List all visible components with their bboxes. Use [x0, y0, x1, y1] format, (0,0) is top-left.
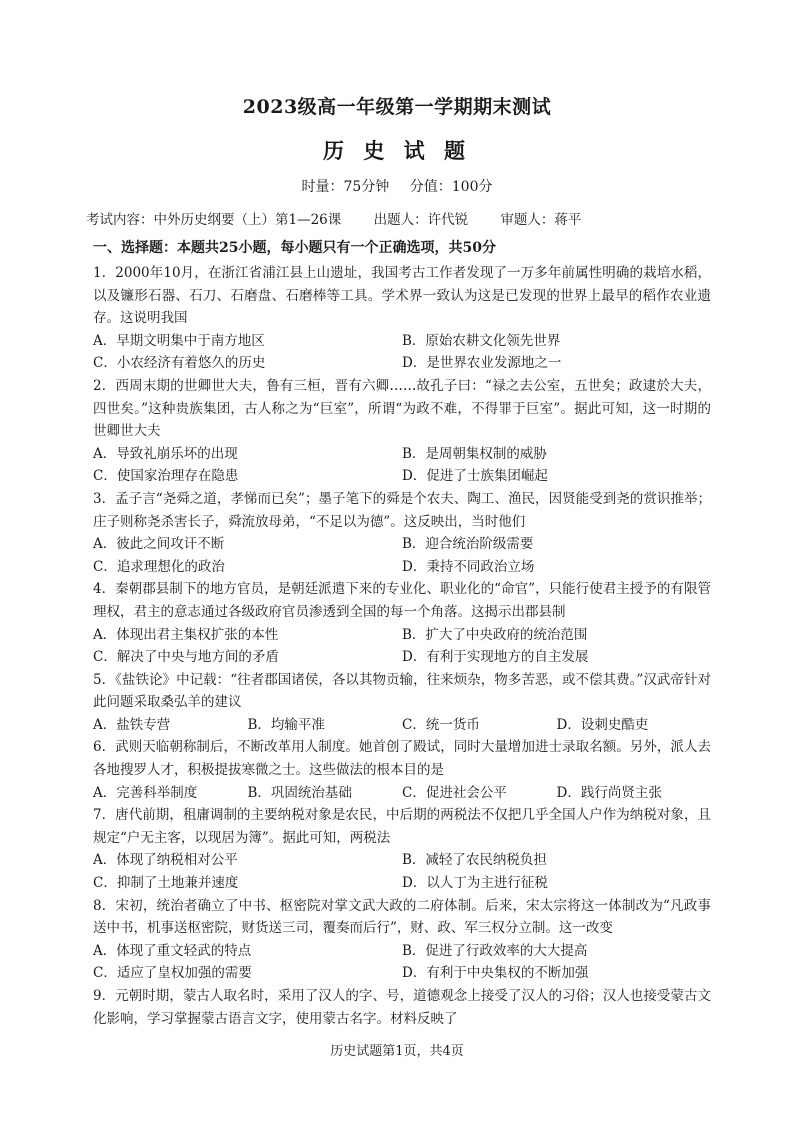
option-b: B．是周朝集权制的威胁: [402, 445, 547, 462]
option-c: C．促进社会公平: [402, 784, 507, 801]
option-group: [93, 443, 711, 488]
question-7: [93, 804, 711, 894]
question-2: [93, 375, 711, 488]
question-3: [93, 488, 711, 578]
option-c: C．解决了中央与地方间的矛盾: [93, 649, 279, 666]
question-stem: 1．2000年10月，在浙江省浦江县上山遗址，我国考古工作者发现了一万多年前属性明确的栽培水稻，以及镰形石器、石刀、石磨盘、石磨棒等工具。学术界一致认为这是已发现的世界上最早的稻作农业遗存。这说明我国: [93, 265, 711, 327]
option-a: A．体现出君主集权扩张的本性: [93, 626, 279, 643]
option-d: D．有利于实现地方的自主发展: [402, 649, 589, 666]
option-b: B．促进了行政效率的大大提高: [402, 942, 588, 959]
exam-info: [86, 208, 609, 228]
option-c: C．抑制了土地兼并速度: [93, 875, 239, 892]
option-c: C．适应了皇权加强的需要: [93, 965, 252, 982]
option-a: A．体现了重文轻武的特点: [93, 942, 252, 959]
question-stem: 9．元朝时期，蒙古人取名时，采用了汉人的字、号，道德观念上接受了汉人的习俗；汉人也接受蒙古文化影响，学习掌握蒙古语言文字，使用蒙古名字。材料反映了: [93, 988, 711, 1027]
option-b: B．均输平准: [247, 716, 325, 733]
option-d: D．是世界农业发源地之一: [402, 355, 562, 372]
subject-title: 历 史 试 题: [323, 138, 471, 163]
question-stem: 6．武则天临朝称制后，不断改革用人制度。她首创了殿试，同时大量增加进士录取名额。另外，派人去各地搜罗人才，积极提拔寒微之士。这些做法的根本目的是: [93, 739, 711, 779]
option-b: B．扩大了中央政府的统治范围: [402, 626, 588, 643]
option-a: A．早期文明集中于南方地区: [93, 332, 265, 349]
question-stem: 3．孟子言“尧舜之道，孝悌而已矣”；墨子笔下的舜是个农夫、陶工、渔民，因贤能受到尧的赏识推举；庄子则称尧杀害长子，舜流放母弟，“不足以为德”。这反映出，当时他们: [93, 490, 711, 530]
option-group: [93, 782, 711, 805]
option-c: C．使国家治理存在隐患: [93, 468, 239, 485]
question-5: [93, 669, 711, 737]
option-b: B．原始农耕文化领先世界: [402, 332, 561, 349]
question-list: [93, 262, 711, 1030]
question-1: [93, 262, 711, 375]
exam-reviewer: 审题人：蒋平: [500, 212, 582, 228]
option-group: [93, 714, 711, 737]
exam-scope: 考试内容：中外历史纲要（上）第1—26课: [86, 212, 342, 228]
option-a: A．完善科举制度: [93, 784, 198, 801]
question-stem: 8．宋初，统治者确立了中书、枢密院对掌文武大政的二府体制。后来，宋太宗将这一体制改为“凡政事送中书，机事送枢密院，财货送三司，覆奏而后行”，财、政、军三权分立制。这一改变: [93, 897, 711, 937]
question-stem: 4．秦朝郡县制下的地方官员，是朝廷派遣下来的专业化、职业化的“命官”，只能行使君主授予的有限管理权，君主的意志通过各级政府官员渗透到全国的每一个角落。这揭示出郡县制: [93, 581, 711, 620]
page-footer: 历史试题第1页，共4页: [330, 1044, 464, 1059]
option-c: C．统一货币: [402, 716, 480, 733]
exam-title: 2023级高一年级第一学期期末测试: [242, 96, 552, 118]
option-d: D．有利于中央集权的不断加强: [402, 965, 589, 982]
exam-score: 分值：100分: [409, 179, 493, 195]
option-group: [93, 940, 711, 985]
option-a: A．体现了纳税相对公平: [93, 852, 238, 869]
exam-time: 时量：75分钟: [301, 179, 390, 195]
option-a: A．盐铁专营: [93, 716, 171, 733]
option-d: D．促进了士族集团崛起: [402, 468, 548, 485]
section-title: 一、选择题：本题共25小题，每小题只有一个正确选项，共50分: [93, 240, 496, 256]
exam-author: 出题人：许代锐: [373, 212, 469, 228]
exam-meta: [0, 176, 794, 196]
option-d: D．践行尚贤主张: [556, 784, 662, 801]
option-d: D．以人丁为主进行征税: [402, 875, 548, 892]
question-stem: 7．唐代前期，租庸调制的主要纳税对象是农民，中后期的两税法不仅把几乎全国人户作为纳税对象，且规定“户无主客，以现居为簿”。据此可知，两税法: [93, 807, 711, 846]
question-stem: 5．《盐铁论》中记载：“往者郡国诸侯，各以其物贡输，往来烦杂，物多苦恶，或不偿其费。”汉武帝针对此问题采取桑弘羊的建议: [93, 671, 711, 711]
option-group: [93, 330, 711, 375]
option-d: D．秉持不同政治立场: [402, 558, 535, 575]
question-8: [93, 895, 711, 985]
option-a: A．导致礼崩乐坏的出现: [93, 445, 238, 462]
question-stem: 2．西周末期的世卿世大夫，鲁有三桓，晋有六卿……故孔子曰：“禄之去公室，五世矣；政逮於大夫，四世矣。”这种贵族集团，古人称之为“巨室”，所谓“为政不难，不得罪于巨室”。据此可知，这一时期的世卿世大夫: [93, 377, 711, 440]
option-c: C．小农经济有着悠久的历史: [93, 355, 266, 372]
option-b: B．减轻了农民纳税负担: [402, 852, 547, 869]
option-a: A．彼此之间攻讦不断: [93, 536, 225, 553]
option-d: D．设刺史酷吏: [556, 716, 649, 733]
option-b: B．巩固统治基础: [247, 784, 352, 801]
option-c: C．追求理想化的政治: [93, 558, 225, 575]
question-6: [93, 736, 711, 804]
question-4: [93, 578, 711, 668]
option-group: [93, 533, 711, 578]
option-group: [93, 624, 711, 669]
question-9: [93, 985, 711, 1030]
option-b: B．迎合统治阶级需要: [402, 536, 534, 553]
option-group: [93, 849, 711, 894]
